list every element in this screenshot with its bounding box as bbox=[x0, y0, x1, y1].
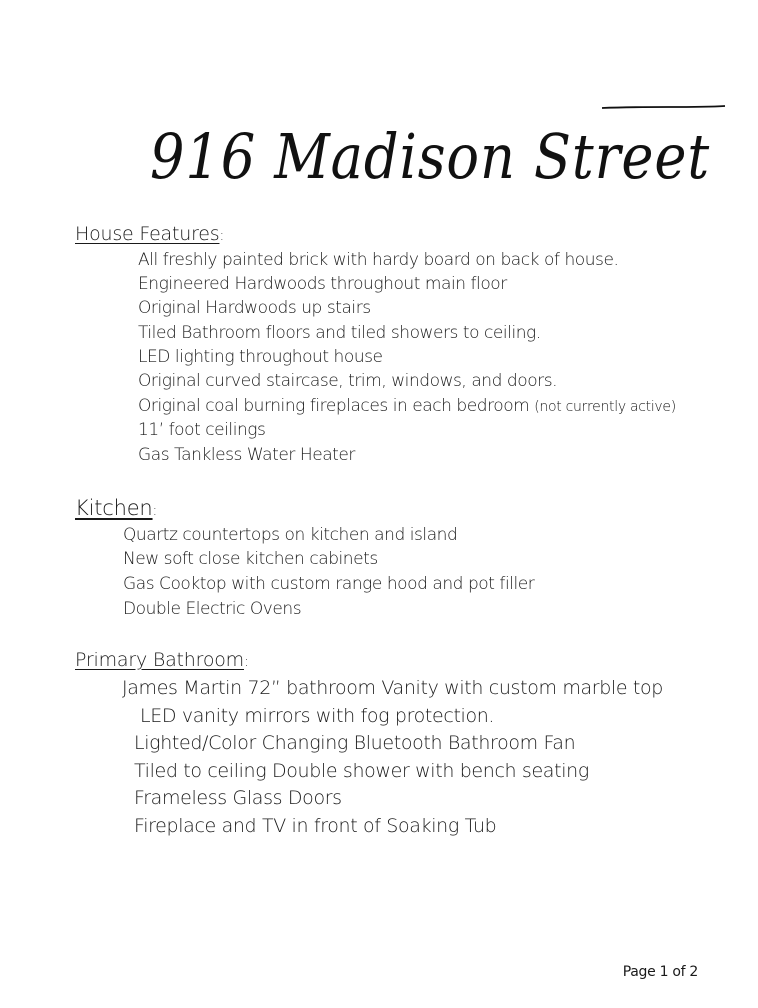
house-features-heading: House Features: bbox=[75, 223, 225, 245]
bathroom-item: LED vanity mirrors with fog protection. bbox=[140, 705, 495, 727]
house-feature-item: LED lighting throughout house bbox=[138, 347, 383, 367]
bathroom-item: James Martin 72” bathroom Vanity with custom marble top bbox=[122, 677, 663, 699]
house-feature-note: (not currently active) bbox=[534, 399, 676, 415]
house-feature-item: 11’ foot ceilings bbox=[138, 420, 266, 440]
house-feature-item: Gas Tankless Water Heater bbox=[138, 445, 355, 465]
house-feature-item: All freshly painted brick with hardy board on back of house. bbox=[138, 250, 619, 270]
house-feature-item: Original curved staircase, trim, windows, and doors. bbox=[138, 371, 558, 391]
title-flourish bbox=[602, 106, 725, 108]
title-script bbox=[150, 78, 730, 208]
house-feature-item: Original Hardwoods up stairs bbox=[138, 298, 371, 318]
kitchen-item: New soft close kitchen cabinets bbox=[123, 549, 378, 569]
primary-bathroom-heading: Primary Bathroom: bbox=[75, 649, 249, 671]
bathroom-item: Fireplace and TV in front of Soaking Tub bbox=[134, 815, 497, 837]
kitchen-item: Quartz countertops on kitchen and island bbox=[123, 525, 458, 545]
bathroom-item: Tiled to ceiling Double shower with bench seating bbox=[134, 760, 589, 782]
kitchen-heading: Kitchen: bbox=[75, 496, 158, 520]
bathroom-item: Frameless Glass Doors bbox=[134, 787, 342, 809]
kitchen-item: Double Electric Ovens bbox=[123, 599, 302, 619]
bathroom-item: Lighted/Color Changing Bluetooth Bathroom Fan bbox=[134, 732, 576, 754]
page-number: Page 1 of 2 bbox=[622, 964, 698, 980]
house-feature-item: Tiled Bathroom floors and tiled showers to ceiling. bbox=[138, 323, 541, 343]
house-feature-item: Original coal burning fireplaces in each bedroom (not currently active) bbox=[138, 396, 676, 416]
page-title bbox=[150, 78, 730, 208]
svg-text:916 Madison Street: 916 Madison Street bbox=[150, 120, 710, 193]
house-feature-item: Engineered Hardwoods throughout main floor bbox=[138, 274, 507, 294]
kitchen-item: Gas Cooktop with custom range hood and pot filler bbox=[123, 574, 535, 594]
